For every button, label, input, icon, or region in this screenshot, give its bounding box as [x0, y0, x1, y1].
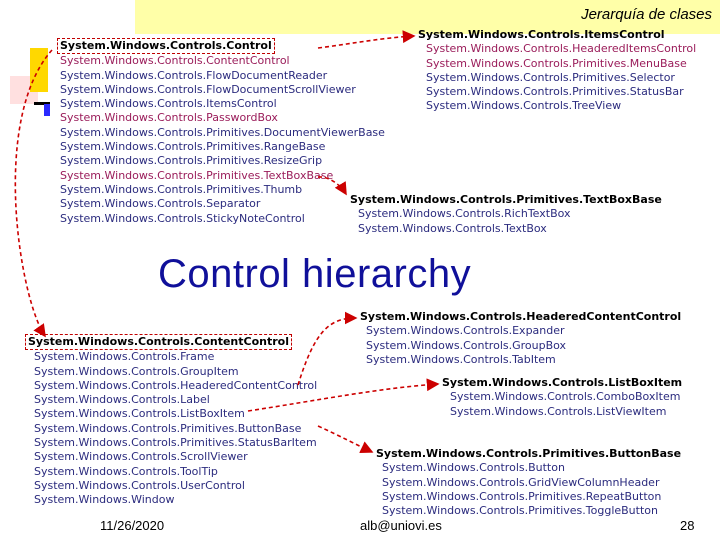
- list-item: System.Windows.Controls.HeaderedContentControl: [34, 378, 318, 392]
- arrow-listbox: [248, 384, 438, 411]
- list-item: System.Windows.Controls.TabItem: [366, 352, 556, 366]
- list-item: System.Windows.Controls.Primitives.Thumb: [60, 182, 303, 196]
- list-item: System.Windows.Controls.Primitives.RangeBase: [60, 140, 326, 154]
- footer-date: 11/26/2020: [100, 518, 165, 533]
- list-item: System.Windows.Controls.Primitives.ToggleButton: [382, 504, 658, 518]
- list-item: System.Windows.Controls.Primitives.TextBoxBase: [60, 168, 334, 182]
- block-button-head: System.Windows.Controls.Primitives.ButtonBase: [376, 447, 682, 460]
- list-item: System.Windows.Controls.Primitives.StatusBarItem: [34, 436, 317, 450]
- list-item: System.Windows.Controls.Label: [34, 393, 210, 407]
- list-item: System.Windows.Controls.Primitives.ResizeGrip: [60, 154, 323, 168]
- block-items-head: System.Windows.Controls.ItemsControl: [418, 28, 665, 41]
- arrow-headered: [298, 318, 356, 385]
- list-item: System.Windows.Controls.ListBoxItem: [34, 407, 245, 421]
- list-item: System.Windows.Controls.Primitives.Selector: [426, 70, 675, 84]
- block-control-head: System.Windows.Controls.Control: [57, 38, 275, 54]
- list-item: System.Windows.Controls.GroupItem: [34, 364, 239, 378]
- list-item: System.Windows.Controls.PasswordBox: [60, 111, 278, 125]
- footer-page-number: 28: [680, 518, 695, 533]
- arrow-control-to-content: [15, 50, 52, 336]
- list-item: System.Windows.Window: [34, 493, 175, 507]
- list-item: System.Windows.Controls.ScrollViewer: [34, 450, 248, 464]
- list-item: System.Windows.Controls.FlowDocumentReader: [60, 68, 328, 82]
- list-item: System.Windows.Controls.Primitives.StatusBar: [426, 85, 684, 99]
- block-content-head: System.Windows.Controls.ContentControl: [25, 334, 292, 350]
- list-item: System.Windows.Controls.StickyNoteControl: [60, 211, 305, 225]
- arrow-button: [318, 426, 372, 452]
- list-item: System.Windows.Controls.Button: [382, 461, 565, 475]
- main-title: Control hierarchy: [158, 252, 472, 296]
- block-headered-head: System.Windows.Controls.HeaderedContentControl: [360, 310, 682, 323]
- arrow-textbox: [318, 177, 346, 194]
- block-listbox-head: System.Windows.Controls.ListBoxItem: [442, 376, 683, 389]
- list-item: System.Windows.Controls.ListViewItem: [450, 404, 667, 418]
- list-item: System.Windows.Controls.GroupBox: [366, 338, 567, 352]
- list-item: System.Windows.Controls.TextBox: [358, 221, 547, 235]
- list-item: System.Windows.Controls.ComboBoxItem: [450, 390, 681, 404]
- block-textbox-head: System.Windows.Controls.Primitives.TextBoxBase: [350, 193, 662, 206]
- list-item: System.Windows.Controls.RichTextBox: [358, 207, 571, 221]
- list-item: System.Windows.Controls.TreeView: [426, 99, 622, 113]
- list-item: System.Windows.Controls.ContentControl: [60, 54, 290, 68]
- list-item: System.Windows.Controls.Primitives.RepeatButton: [382, 489, 662, 503]
- list-item: System.Windows.Controls.UserControl: [34, 478, 245, 492]
- list-item: System.Windows.Controls.Primitives.MenuBase: [426, 56, 687, 70]
- list-item: System.Windows.Controls.HeaderedItemsControl: [426, 42, 697, 56]
- list-item: System.Windows.Controls.Expander: [366, 324, 565, 338]
- list-item: System.Windows.Controls.ToolTip: [34, 464, 218, 478]
- list-item: System.Windows.Controls.Primitives.DocumentViewerBase: [60, 125, 385, 139]
- list-item: System.Windows.Controls.Primitives.ButtonBase: [34, 421, 302, 435]
- list-item: System.Windows.Controls.Separator: [60, 197, 261, 211]
- arrow-control-to-items: [318, 36, 414, 48]
- slide-header-title: Jerarquía de clases: [581, 6, 712, 23]
- list-item: System.Windows.Controls.FlowDocumentScrollViewer: [60, 82, 356, 96]
- footer-email: alb@uniovi.es: [360, 518, 442, 533]
- list-item: System.Windows.Controls.GridViewColumnHeader: [382, 475, 660, 489]
- list-item: System.Windows.Controls.ItemsControl: [60, 97, 277, 111]
- list-item: System.Windows.Controls.Frame: [34, 350, 215, 364]
